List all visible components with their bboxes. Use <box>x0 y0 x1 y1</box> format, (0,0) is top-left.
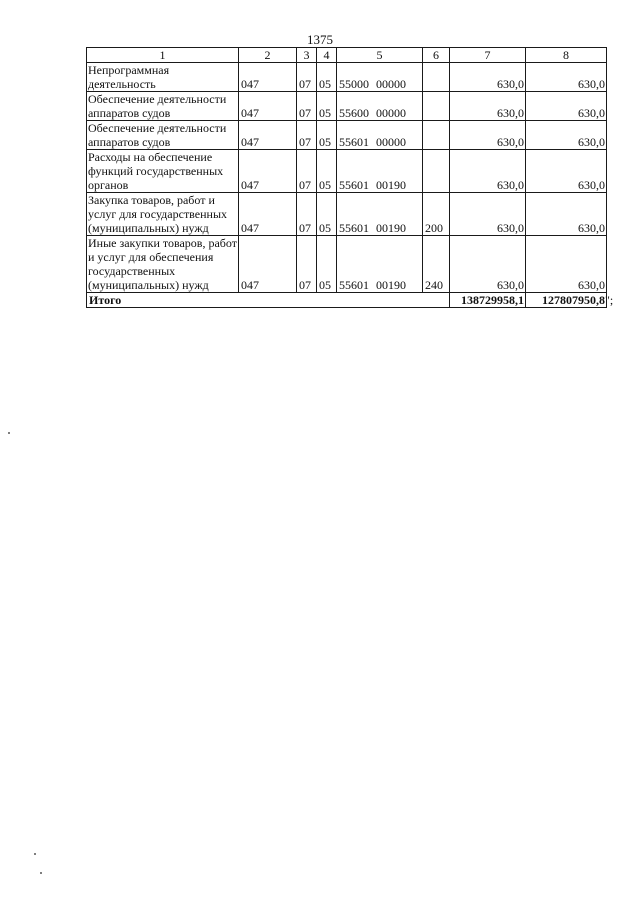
table-row <box>87 193 607 236</box>
total-label: Итого <box>87 293 450 308</box>
row-ministry-code: 047 <box>239 92 297 121</box>
header-col-3: 3 <box>297 48 317 63</box>
row-section-code: 07 <box>297 236 317 293</box>
row-target-article: 55601 00190 <box>337 150 423 193</box>
row-name: Закупка товаров, работ и услуг для государственных (муниципальных) нужд <box>87 193 239 236</box>
row-section-code: 07 <box>297 150 317 193</box>
row-section-code: 07 <box>297 193 317 236</box>
total-amount-year2: 127807950,8 <box>542 293 605 307</box>
total-amount-year2-cell <box>526 293 614 308</box>
row-amount-year1: 630,0 <box>450 92 526 121</box>
row-name: Обеспечение деятельности аппаратов судов <box>87 121 239 150</box>
row-section-code: 07 <box>297 63 317 92</box>
row-subsection-code: 05 <box>317 121 337 150</box>
row-amount-year1: 630,0 <box>450 63 526 92</box>
row-ministry-code: 047 <box>239 63 297 92</box>
header-col-5: 5 <box>337 48 423 63</box>
table-row <box>87 150 607 193</box>
row-section-code: 07 <box>297 121 317 150</box>
total-amount-year1: 138729958,1 <box>450 293 526 308</box>
total-row <box>87 293 607 308</box>
row-expense-type <box>423 150 450 193</box>
row-target-article: 55601 00000 <box>337 121 423 150</box>
row-amount-year1: 630,0 <box>450 121 526 150</box>
table-body <box>87 63 614 308</box>
header-row <box>87 48 607 63</box>
row-name: Непрограммная деятельность <box>87 63 239 92</box>
row-expense-type <box>423 92 450 121</box>
row-ministry-code: 047 <box>239 193 297 236</box>
row-amount-year1: 630,0 <box>450 150 526 193</box>
row-name: Иные закупки товаров, работ и услуг для обеспечения государственных (муниципальных) нужд <box>88 236 237 292</box>
row-amount-year2: 630,0 <box>526 236 607 293</box>
row-subsection-code: 05 <box>317 63 337 92</box>
row-expense-type <box>423 63 450 92</box>
table-header <box>87 48 607 63</box>
row-target-article: 55601 00190 <box>337 193 423 236</box>
row-amount-year2: 630,0 <box>526 150 607 193</box>
row-expense-type: 200 <box>423 193 450 236</box>
row-amount-year2: 630,0 <box>526 193 607 236</box>
header-col-7: 7 <box>450 48 526 63</box>
row-amount-year1: 630,0 <box>450 193 526 236</box>
row-subsection-code: 05 <box>317 150 337 193</box>
row-ministry-code: 047 <box>239 150 297 193</box>
row-name: Расходы на обеспечение функций государственных органов <box>87 150 239 193</box>
row-section-code: 07 <box>297 92 317 121</box>
row-target-article: 55000 00000 <box>337 63 423 92</box>
row-amount-year1: 630,0 <box>450 236 526 293</box>
table-row <box>87 63 607 92</box>
row-amount-year2: 630,0 <box>526 63 607 92</box>
page-number: 1375 <box>307 32 333 47</box>
scan-speck <box>34 853 36 855</box>
table-row <box>87 92 607 121</box>
header-col-6: 6 <box>423 48 450 63</box>
header-col-2: 2 <box>239 48 297 63</box>
table-row <box>87 236 607 293</box>
row-ministry-code: 047 <box>239 236 297 293</box>
header-col-1: 1 <box>87 48 239 63</box>
row-expense-type <box>423 121 450 150</box>
row-subsection-code: 05 <box>317 236 337 293</box>
row-target-article: 55601 00190 <box>337 236 423 293</box>
row-ministry-code: 047 <box>239 121 297 150</box>
row-target-article: 55600 00000 <box>337 92 423 121</box>
header-col-4: 4 <box>317 48 337 63</box>
header-col-8: 8 <box>526 48 607 63</box>
scan-speck <box>8 432 10 434</box>
row-expense-type: 240 <box>423 236 450 293</box>
row-amount-year2: 630,0 <box>526 121 607 150</box>
scan-speck <box>40 872 42 874</box>
row-subsection-code: 05 <box>317 92 337 121</box>
budget-table <box>86 47 614 308</box>
closing-quote-mark: "; <box>605 293 614 307</box>
row-amount-year2: 630,0 <box>526 92 607 121</box>
row-name: Обеспечение деятельности аппаратов судов <box>87 92 239 121</box>
table-row <box>87 121 607 150</box>
row-subsection-code: 05 <box>317 193 337 236</box>
